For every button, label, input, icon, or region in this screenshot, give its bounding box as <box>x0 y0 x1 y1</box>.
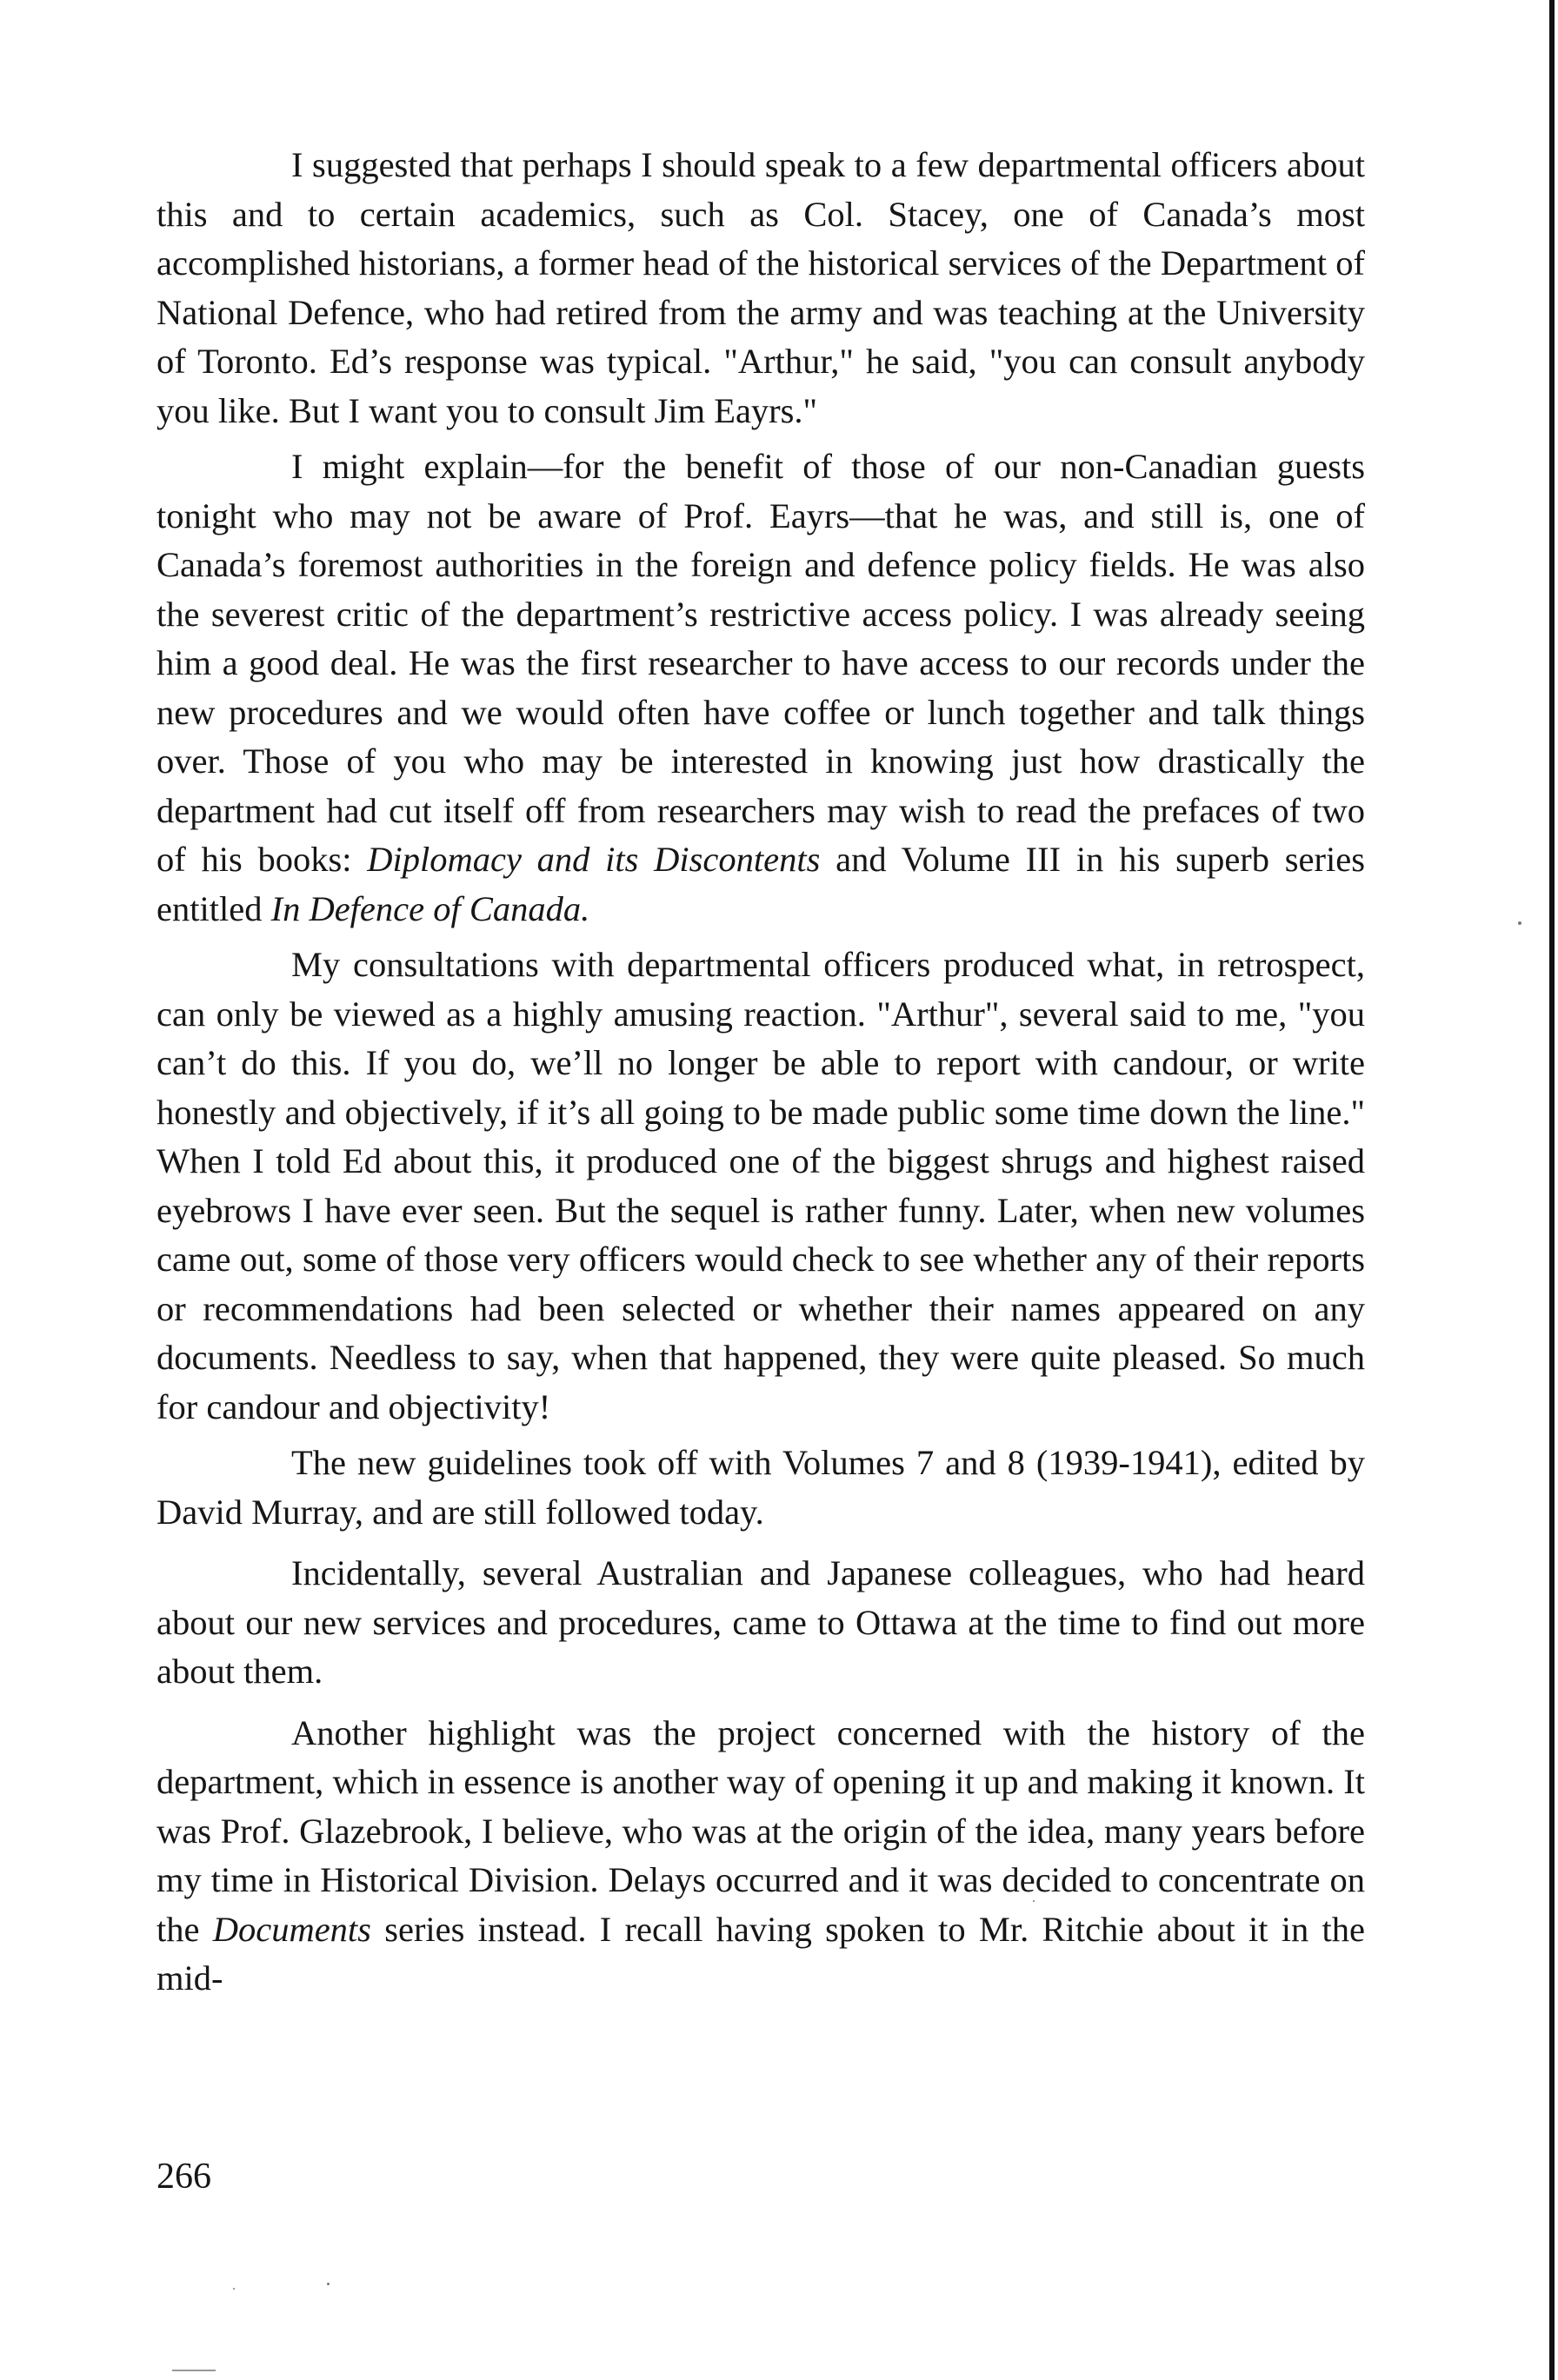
paragraph-4 <box>156 1439 1365 1537</box>
text-run: Incidentally, several Australian and Japanese colleagues, who had heard about our new services and procedures, came to Ottawa at the time to find out more about them. <box>156 1553 1365 1691</box>
paragraph-5 <box>156 1549 1365 1697</box>
text-run: Another highlight was the project concerned with the history of the department, which in essence is another way of opening it up and making it known. It was Prof. Glazebrook, I believe, who was at the origin of the idea, many years before my time in Historical Division. Delays occurred and it was decided to concentrate on the <box>156 1712 1365 1949</box>
paragraph-1 <box>156 141 1365 435</box>
book-title: Diplomacy and its Discontents <box>367 840 821 879</box>
scan-speck <box>1033 1900 1035 1902</box>
book-title: In Defence of Canada. <box>270 888 590 928</box>
series-title: Documents <box>212 1909 371 1949</box>
scan-mark <box>172 2370 216 2371</box>
scan-border <box>1549 0 1555 2380</box>
paragraph-3 <box>156 941 1365 1432</box>
text-run: The new guidelines took off with Volumes 7 and 8 (1939-1941), edited by David Murray, and are still followed today. <box>156 1443 1365 1532</box>
text-run: and Volume III in his superb series entitled <box>156 840 1365 928</box>
page-number: 266 <box>156 2157 211 2197</box>
paragraph-2 <box>156 442 1365 934</box>
scan-speck <box>327 2283 330 2285</box>
text-run: I might explain—for the benefit of those of our non-Canadian guests tonight who may not be aware of Prof. Eayrs—that he was, and still is, one of Canada’s foremost authorities in the foreign and defence policy fields. He was also the severest critic of the department’s restrictive access policy. I was already seeing him a good deal. He was the first researcher to have access to our records under the new procedures and we would often have coffee or lunch together and talk things over. Those of you who may be interested in knowing just how drastically the department had cut itself off from researchers may wish to read the prefaces of two of his books: <box>156 447 1365 879</box>
text-run: My consultations with departmental officers produced what, in retrospect, can only be viewed as a highly amusing reaction. "Arthur", several said to me, "you can’t do this. If you do, we’ll no longer be able to report with candour, or write honestly and objectively, if it’s all going to be made public some time down the line." When I told Ed about this, it produced one of the biggest shrugs and highest raised eyebrows I have ever seen. But the sequel is rather funny. Later, when new volumes came out, some of those very officers would check to see whether any of their reports or recommendations had been selected or whether their names appeared on any documents. Needless to say, when that happened, they were quite pleased. So much for candour and objectivity! <box>156 945 1365 1426</box>
paragraph-6 <box>156 1709 1365 2004</box>
scan-speck <box>233 2288 235 2290</box>
scan-speck <box>1518 921 1521 925</box>
body-text <box>156 141 1365 2004</box>
text-run: series instead. I recall having spoken to Mr. Ritchie about it in the mid- <box>156 1909 1365 1998</box>
text-run: I suggested that perhaps I should speak to a few departmental officers about this and to certain academics, such as Col. Stacey, one of Canada’s most accomplished historians, a former head of the historical services of the Department of National Defence, who had retired from the army and was teaching at the University of Toronto. Ed’s response was typical. "Arthur," he said, "you can consult anybody you like. But I want you to consult Jim Eayrs." <box>156 145 1365 430</box>
